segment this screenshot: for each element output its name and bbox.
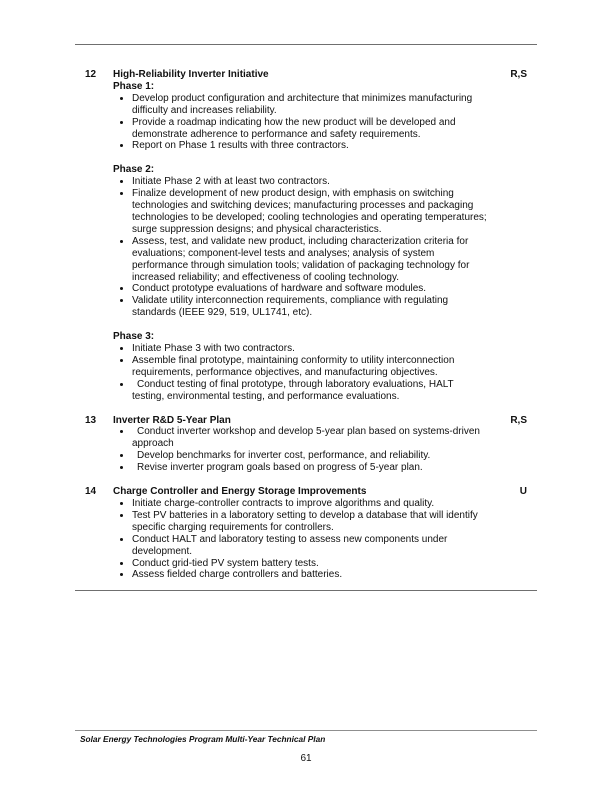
footer-rule	[75, 730, 537, 731]
item-flag: R,S	[510, 414, 527, 426]
bullet-item: • Initiate Phase 2 with at least two contractors.	[132, 176, 488, 188]
item-number: 14	[85, 486, 97, 498]
bullet-item: • Assess, test, and validate new product, including characterization criteria for evaluations; component-level tests and analyses; analysis of system performance through simulation tools; validation of packaging technology for increased reliability; and effectiveness of cooling technology.	[132, 236, 488, 284]
bullet-item: • Conduct grid-tied PV system battery tests.	[132, 558, 488, 570]
item-title: Charge Controller and Energy Storage Improvements	[113, 486, 367, 498]
item-body	[113, 486, 488, 581]
bullet-item: • Report on Phase 1 results with three contractors.	[132, 140, 488, 152]
milestone-item-14	[85, 486, 527, 581]
item-title: Inverter R&D 5-Year Plan	[113, 414, 231, 426]
bullet-item: • Test PV batteries in a laboratory setting to develop a database that will identify specific charging requirements for controllers.	[132, 510, 488, 534]
bullet-item: • Finalize development of new product design, with emphasis on switching technologies and switching devices; manufacturing processes and packaging technologies to be developed; cooling technologies and operating temperatures; surge suppression designs; and physical characteristics.	[132, 188, 488, 236]
footer-doc-title: Solar Energy Technologies Program Multi-Year Technical Plan	[80, 734, 326, 744]
phase-label: Phase 3:	[113, 331, 155, 343]
page-number: 61	[300, 753, 312, 764]
item-number: 12	[85, 69, 97, 80]
bullet-item: • Conduct HALT and laboratory testing to assess new components under development.	[132, 534, 488, 558]
milestone-item-13	[85, 415, 527, 475]
item-title: High-Reliability Inverter Initiative	[113, 69, 269, 80]
item-number: 13	[85, 414, 97, 426]
bullet-list	[113, 343, 488, 403]
bullet-list	[113, 176, 488, 319]
bullet-item: • Provide a roadmap indicating how the new product will be developed and demonstrate adherence to performance and safety requirements.	[132, 117, 488, 141]
phase-section-2	[113, 164, 488, 319]
item-flag: R,S	[510, 69, 527, 80]
bullet-list	[113, 426, 488, 474]
bullet-item: • Initiate Phase 3 with two contractors.	[132, 343, 488, 355]
bullet-item: • Revise inverter program goals based on progress of 5-year plan.	[132, 462, 488, 474]
bullet-section	[113, 498, 488, 581]
phase-section-1	[113, 81, 488, 152]
item-body	[113, 69, 488, 403]
top-rule	[75, 44, 537, 45]
bullet-item: • Conduct inverter workshop and develop 5-year plan based on systems-driven approach	[132, 426, 488, 450]
bullet-list	[113, 498, 488, 581]
phase-label: Phase 1:	[113, 80, 155, 92]
bullet-item: • Assess fielded charge controllers and batteries.	[132, 569, 488, 581]
bottom-rule	[75, 590, 537, 591]
bullet-item: • Conduct prototype evaluations of hardware and software modules.	[132, 283, 488, 295]
bullet-item: • Develop benchmarks for inverter cost, performance, and reliability.	[132, 450, 488, 462]
phase-section-3	[113, 331, 488, 402]
bullet-item: • Initiate charge-controller contracts to improve algorithms and quality.	[132, 498, 488, 510]
item-body	[113, 415, 488, 475]
milestone-item-12	[85, 69, 527, 403]
page-content	[85, 69, 527, 581]
phase-label: Phase 2:	[113, 164, 155, 176]
bullet-section	[113, 426, 488, 474]
bullet-item: • Assemble final prototype, maintaining conformity to utility interconnection requirements, performance objectives, and manufacturing objectives.	[132, 355, 488, 379]
bullet-item: • Validate utility interconnection requirements, compliance with regulating standards (IEEE 929, 519, UL1741, etc).	[132, 295, 488, 319]
item-flag: U	[519, 486, 527, 498]
bullet-item: • Conduct testing of final prototype, through laboratory evaluations, HALT testing, environmental testing, and performance evaluations.	[132, 379, 488, 403]
bullet-item: • Develop product configuration and architecture that minimizes manufacturing difficulty and increases reliability.	[132, 93, 488, 117]
bullet-list	[113, 93, 488, 153]
